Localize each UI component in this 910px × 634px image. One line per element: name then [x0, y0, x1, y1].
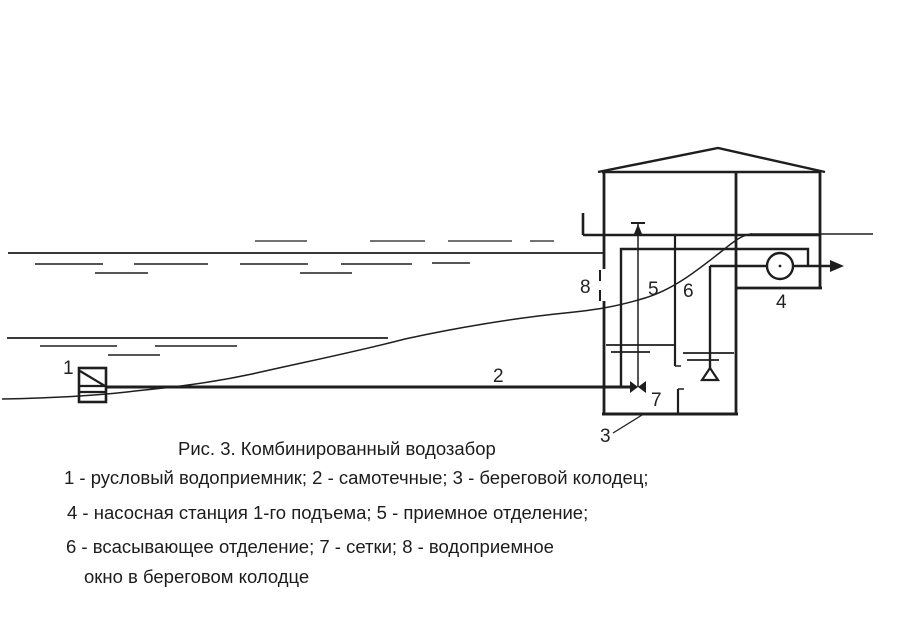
- part-label-2: 2: [493, 366, 504, 387]
- callout-3-leader: [613, 415, 642, 433]
- pump-unit: [702, 253, 844, 380]
- part-label-1: 1: [63, 358, 74, 379]
- legend-line-1: 1 - русловый водоприемник; 2 - самотечные; 3 - береговой колодец;: [64, 467, 649, 488]
- part-label-7: 7: [651, 390, 662, 411]
- roof-line: [598, 148, 825, 172]
- legend-line-2: 4 - насосная станция 1-го подъема; 5 - приемное отделение;: [67, 502, 589, 523]
- part-label-6: 6: [683, 281, 694, 302]
- intake-box-diagonal: [80, 371, 105, 386]
- discharge-arrow-icon: [830, 260, 844, 272]
- part-label-5: 5: [648, 279, 659, 300]
- legend-line-4: окно в береговом колодце: [84, 566, 310, 587]
- figure-title: Рис. 3. Комбинированный водозабор: [178, 438, 496, 459]
- part-label-8: 8: [580, 277, 591, 298]
- channel-intake: [79, 368, 106, 402]
- part-label-3: 3: [600, 426, 611, 447]
- pump-house-superstructure: [583, 148, 825, 235]
- riser-funnel-icon: [634, 224, 642, 234]
- legend-line-3: 6 - всасывающее отделение; 7 - сетки; 8 - водоприемное: [66, 536, 554, 557]
- bypass-pipe-line: [621, 249, 808, 387]
- gate-valve-icon: [638, 381, 646, 393]
- well-water-levels: [606, 345, 734, 360]
- gate-valve-icon: [630, 381, 638, 393]
- bank-slope-profile-line: [2, 234, 752, 399]
- river-water-surface: [7, 241, 604, 355]
- part-label-4: 4: [776, 292, 787, 313]
- foot-strainer-icon: [702, 368, 718, 380]
- pump-axis-dot: [779, 265, 782, 268]
